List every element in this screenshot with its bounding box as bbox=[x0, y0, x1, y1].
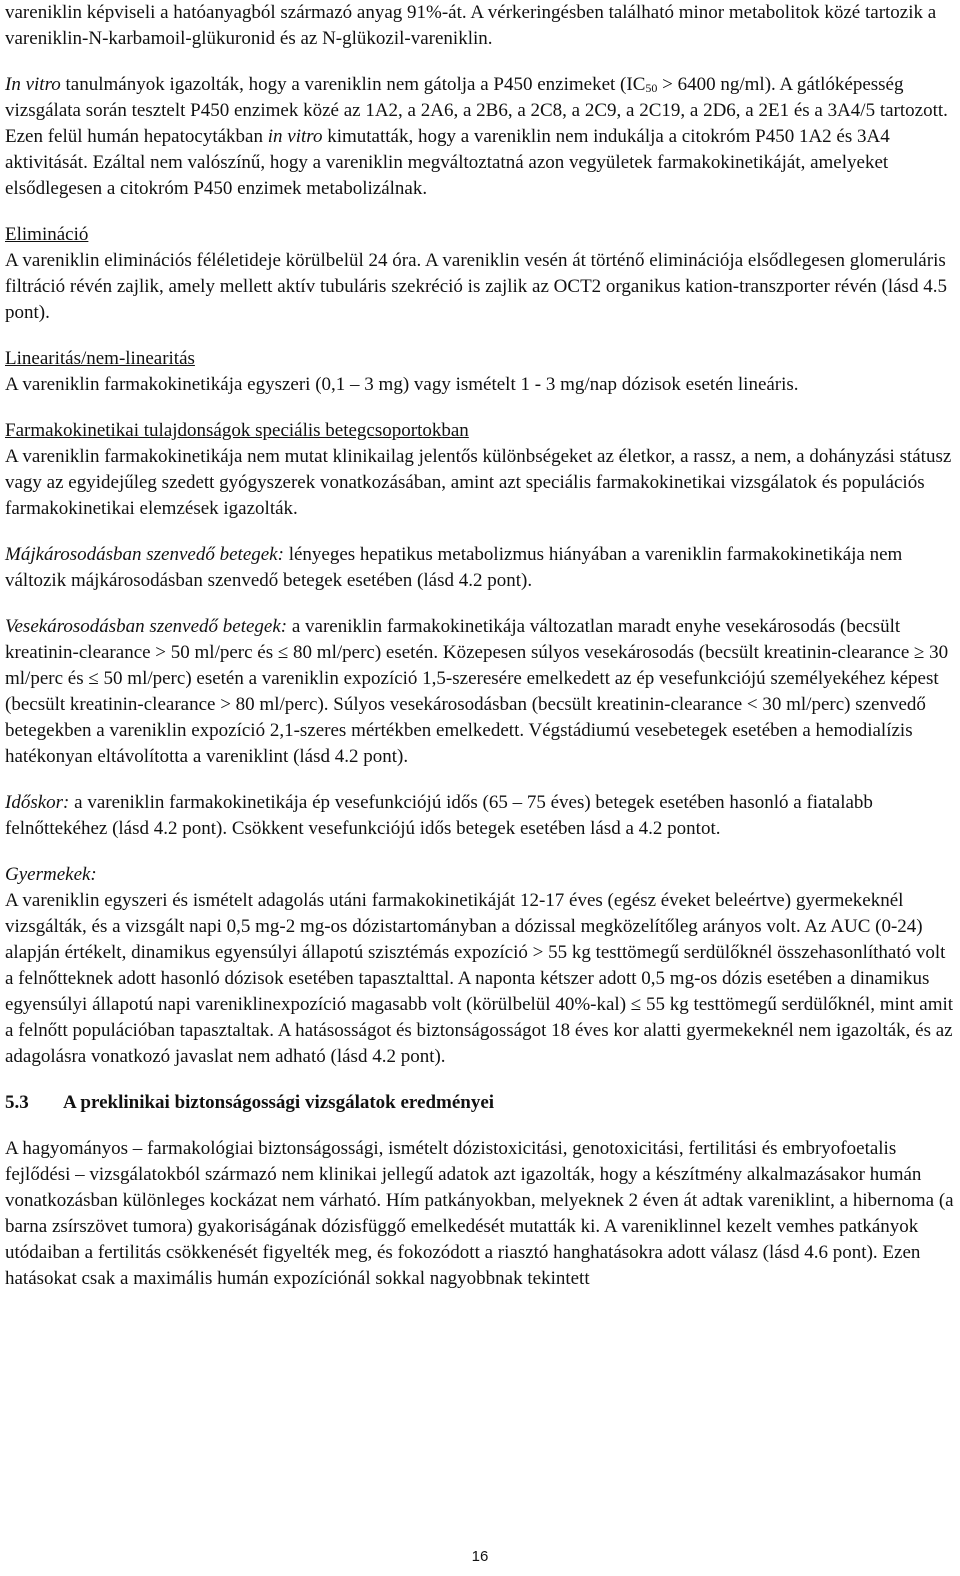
paragraph-elimination: A vareniklin eliminációs féléletideje körülbelül 24 óra. A vareniklin vesén át történő eliminációja elsődlegesen glomeruláris filtráció révén zajlik, amely mellett aktív tubuláris szekréció is zajlik az OCT2 organikus kation-transzporter révén (lásd 4.5 pont). bbox=[5, 250, 947, 323]
page-number: 16 bbox=[471, 1548, 489, 1565]
paragraph-metabolites: vareniklin képviseli a hatóanyagból származó anyag 91%-át. A vérkeringésben található minor metabolitok közé tartozik a vareniklin-N-karbamoil-glükuronid és az N-glükozil-vareniklin. bbox=[5, 2, 937, 49]
ic50-subscript: 50 bbox=[645, 81, 658, 95]
renal-text: a vareniklin farmakokinetikája változatlan maradt enyhe vesekárosodás (becsült kreatinin-clearance > 50 ml/perc és ≤ 80 ml/perc) esetén. Közepesen súlyos vesekárosodás (becsült kreatinin-clearance ≥ 30 ml/perc és ≤ 50 ml/perc) esetén a vareniklin expozíció 1,5-szeresére emelkedett az ép vesefunkciójú személyekéhez képest (becsült kreatinin-clearance > 80 ml/perc). Súlyos vesekárosodásban (becsült kreatinin-clearance < 30 ml/perc) szenvedő betegekben a vareniklin expozíció 2,1-szeres mértékben emelkedett. Végstádiumú vesebetegek esetében a hemodialízis hatékonyan eltávolította a vareniklint (lásd 4.2 pont). bbox=[5, 616, 949, 767]
hepatic-label: Májkárosodásban szenvedő betegek: bbox=[5, 544, 284, 565]
heading-elimination: Elimináció bbox=[5, 224, 89, 245]
heading-special-populations: Farmakokinetikai tulajdonságok speciális betegcsoportokban bbox=[5, 420, 469, 441]
paragraph-special-populations: A vareniklin farmakokinetikája nem mutat klinikailag jelentős különbségeket az életkor, a rassz, a nem, a dohányzási státusz vagy az egyidejűleg szedett gyógyszerek vonatkozásában, amint azt speciális farmakokinetikai vizsgálatok és populációs farmakokinetikai elemzések igazolták. bbox=[5, 446, 952, 519]
in-vitro-label: In vitro bbox=[5, 74, 61, 95]
section-number: 5.3 bbox=[5, 1092, 29, 1113]
paragraph-preclinical: A hagyományos – farmakológiai biztonságossági, ismételt dózistoxicitási, genotoxicitási, fertilitási és embryofoetalis fejlődési – vizsgálatokból származó nem klinikai jellegű adatok azt igazolták, hogy a készítmény alkalmazásakor humán vonatkozásban különleges kockázat nem várható. Hím patkányokban, melyeknek 2 éven át adtak vareniklint, a hibernoma (a barna zsírszövet tumora) gyakoriságának dózisfüggő emelkedését mutatták ki. A vareniklinnel kezelt vemhes patkányok utódaiban a fertilitás csökkenését figyelték meg, és fokozódott a riasztó hanghatásokra adott válasz (lásd 4.6 pont). Ezen hatásokat csak a maximális humán expozíciónál sokkal nagyobbnak tekintett bbox=[5, 1138, 954, 1289]
in-vitro-text-3: kimutatták, hogy a vareniklin nem indukálja a citokróm P450 1A2 és 3A4 aktivitását. Ezáltal nem valószínű, hogy a vareniklin megváltoztatná azon vegyületek farmakokinetikáját, amelyeket elsődlegesen a citokróm P450 enzimek metabolizálnak. bbox=[5, 126, 890, 199]
renal-label: Vesekárosodásban szenvedő betegek: bbox=[5, 616, 288, 637]
paragraph-renal bbox=[5, 614, 955, 770]
paragraph-hepatic bbox=[5, 542, 955, 594]
section-title: A preklinikai biztonságossági vizsgálatok eredményei bbox=[63, 1092, 495, 1113]
paragraph-children: A vareniklin egyszeri és ismételt adagolás utáni farmakokinetikáját 12-17 éves (egész éveket beleértve) gyermekeknél vizsgálták, és a vizsgált napi 0,5 mg-2 mg-os dózistartományban a dózissal megközelítőleg arányos volt. Az AUC (0-24) alapján értékelt, dinamikus egyensúlyi állapotú szisztémás expozíció > 55 kg testtömegű serdülőknél összehasonlítható volt a felnőtteknek adott hasonló dózisok esetében tapasztalttal. A naponta kétszer adott 0,5 mg-os dózis esetében a dinamikus egyensúlyi állapotú napi vareniklinexpozíció magasabb volt (körülbelül 40%-kal) ≤ 55 kg testtömegű serdülőknél, mint amit a felnőtt populációban tapasztaltak. A hatásosságot és biztonságosságot 18 éves kor alatti gyermekeknél nem igazolták, és az adagolásra vonatkozó javaslat nem adható (lásd 4.2 pont). bbox=[5, 890, 954, 1067]
heading-children: Gyermekek: bbox=[5, 864, 97, 885]
in-vitro-text-1: tanulmányok igazolták, hogy a vareniklin nem gátolja a P450 enzimeket (IC bbox=[60, 74, 646, 95]
elderly-text: a vareniklin farmakokinetikája ép vesefunkciójú idős (65 – 75 éves) betegek esetében hasonló a fiatalabb felnőttekéhez (lásd 4.2 pont). Csökkent vesefunkciójú idős betegek esetében lásd a 4.2 pontot. bbox=[5, 792, 873, 839]
paragraph-linearity: A vareniklin farmakokinetikája egyszeri (0,1 – 3 mg) vagy ismételt 1 - 3 mg/nap dózisok esetén lineáris. bbox=[5, 374, 799, 395]
hepatic-text: lényeges hepatikus metabolizmus hiányában a vareniklin farmakokinetikája nem változik májkárosodásban szenvedő betegek esetében (lásd 4.2 pont). bbox=[5, 544, 903, 591]
paragraph-elderly bbox=[5, 790, 955, 842]
section-heading-5-3 bbox=[5, 1090, 955, 1116]
document-page bbox=[5, 0, 955, 1292]
elderly-label: Időskor: bbox=[5, 792, 70, 813]
heading-linearity: Linearitás/nem-linearitás bbox=[5, 348, 195, 369]
paragraph-in-vitro bbox=[5, 72, 955, 202]
in-vitro-text-2: > 6400 ng/ml). A gátlóképesség vizsgálata során tesztelt P450 enzimek közé az 1A2, a 2A6, a 2B6, a 2C8, a 2C9, a 2C19, a 2D6, a 2E1 és a 3A4/5 tartozott. Ezen felül humán hepatocytákban bbox=[5, 74, 948, 147]
in-vitro-label-2: in vitro bbox=[267, 126, 323, 147]
